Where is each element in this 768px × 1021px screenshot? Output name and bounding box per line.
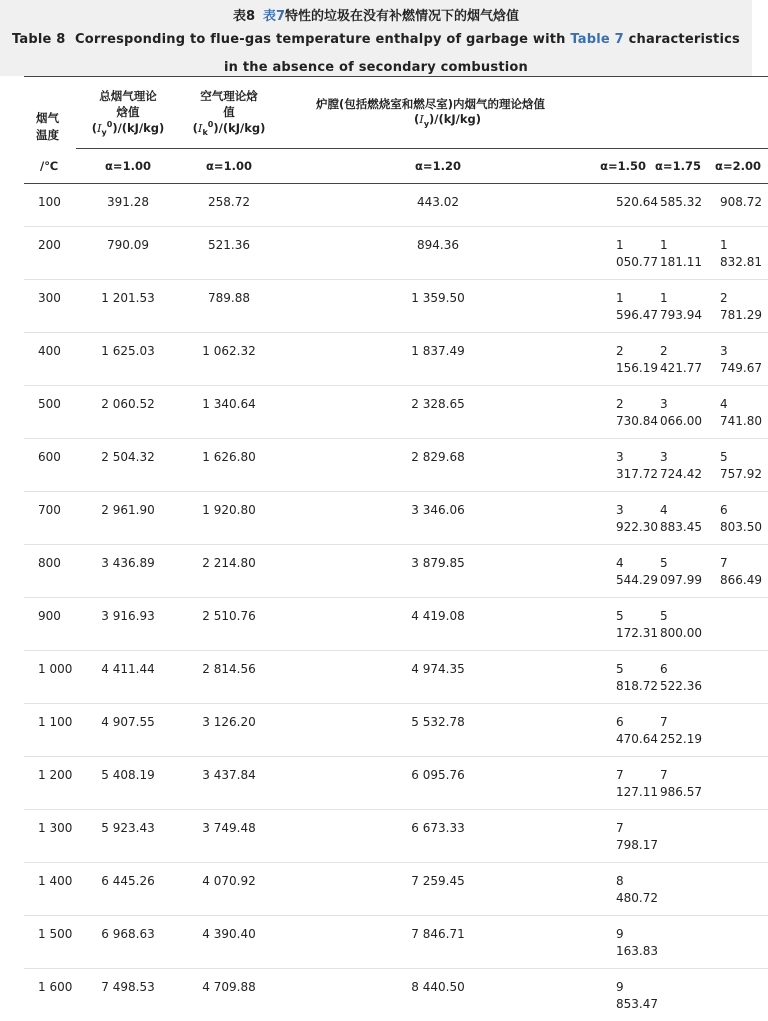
temperature-cell: 100 (24, 184, 76, 227)
table-row (24, 598, 768, 651)
alpha-1-50-cell (598, 863, 648, 916)
caption-en-rest2: in the absence of secondary combustion (224, 60, 528, 75)
total-enthalpy-cell: 391.28 (76, 184, 180, 227)
alpha-1-50-cell (598, 704, 648, 757)
alpha-1-50-cell-part: 853.47 (616, 997, 658, 1011)
temperature-cell: 300 (24, 280, 76, 333)
alpha-2-00-cell-part: 1 (720, 238, 728, 252)
alpha-1-50-cell-part: 3 (616, 450, 624, 464)
alpha-1-20-cell: 7 846.71 (278, 916, 598, 969)
alpha-2-00-cell (708, 386, 768, 439)
alpha-2-00-cell (708, 969, 768, 1021)
total-header-zh2: 焓值 (117, 105, 140, 119)
alpha-2-00-cell-part: 749.67 (720, 361, 762, 375)
air-enthalpy-cell: 1 340.64 (180, 386, 278, 439)
alpha-1-75: α=1.75 (648, 149, 708, 184)
table-row (24, 757, 768, 810)
alpha-2-00-cell (708, 439, 768, 492)
table-row (24, 916, 768, 969)
alpha-1-50-cell-part: 9 (616, 980, 624, 994)
alpha-2-00-cell-part: 3 (720, 344, 728, 358)
table-row (24, 969, 768, 1021)
alpha-1-50-cell-part: 9 (616, 927, 624, 941)
alpha-1-50-cell (598, 227, 648, 280)
caption-zh-prefix: 表8 (233, 9, 255, 24)
temp-header-line2: 温度 (36, 128, 59, 142)
total-enthalpy-cell: 6 445.26 (76, 863, 180, 916)
alpha-1-50-cell-part: 163.83 (616, 944, 658, 958)
total-enthalpy-cell: 4 907.55 (76, 704, 180, 757)
alpha-1-50-cell-part: 6 (616, 715, 624, 729)
alpha-1-50-cell (598, 545, 648, 598)
furnace-unit: )/(kJ/kg) (429, 112, 481, 126)
alpha-1-20-cell: 4 974.35 (278, 651, 598, 704)
alpha-2-00-cell-part: 7 (720, 556, 728, 570)
total-enthalpy-cell: 2 060.52 (76, 386, 180, 439)
alpha-2-00-cell (708, 598, 768, 651)
alpha-2-00-cell (708, 757, 768, 810)
alpha-1-50-cell-part: 3 (616, 503, 624, 517)
furnace-header (278, 77, 768, 149)
alpha-2-00-cell-part: 2 (720, 291, 728, 305)
table-row (24, 184, 768, 227)
temperature-cell: 600 (24, 439, 76, 492)
alpha-row (24, 149, 768, 184)
air-enthalpy-cell: 258.72 (180, 184, 278, 227)
alpha-2-00-cell-part: 6 (720, 503, 728, 517)
furnace-header-zh: 炉膛(包括燃烧室和燃尽室)内烟气的理论焓值 (316, 97, 545, 111)
alpha-1-75-cell-part: 3 (660, 450, 668, 464)
alpha-air: α=1.00 (180, 149, 278, 184)
alpha-1-20-cell: 7 259.45 (278, 863, 598, 916)
alpha-2-00-cell-part: 4 (720, 397, 728, 411)
alpha-1-50-cell (598, 651, 648, 704)
alpha-1-75-cell-part: 097.99 (660, 573, 702, 587)
alpha-1-20-cell: 5 532.78 (278, 704, 598, 757)
table-caption (0, 0, 752, 76)
alpha-1-50-cell-part: 317.72 (616, 467, 658, 481)
alpha-2-00-cell (708, 810, 768, 863)
alpha-1-50-cell-part: 798.17 (616, 838, 658, 852)
air-enthalpy-cell: 3 437.84 (180, 757, 278, 810)
temp-unit-header: /℃ (24, 149, 76, 184)
caption-en-prefix: Table 8 Corresponding to flue-gas temperature enthalpy of garbage with (12, 32, 570, 47)
table-row (24, 863, 768, 916)
total-enthalpy-cell: 2 504.32 (76, 439, 180, 492)
total-enthalpy-cell: 790.09 (76, 227, 180, 280)
total-sup: 0 (107, 120, 113, 129)
alpha-1-50-cell-part: 5 (616, 609, 624, 623)
air-enthalpy-cell: 2 510.76 (180, 598, 278, 651)
total-header-zh1: 总烟气理论 (99, 89, 157, 103)
temperature-cell: 1 400 (24, 863, 76, 916)
alpha-2-00-cell-part: 757.92 (720, 467, 762, 481)
alpha-1-50-cell (598, 757, 648, 810)
table-body (24, 184, 768, 1021)
alpha-1-75-cell-part: 5 (660, 556, 668, 570)
caption-zh (6, 8, 746, 26)
alpha-1-75-cell (648, 386, 708, 439)
air-symbol: I (198, 121, 203, 135)
temperature-cell: 400 (24, 333, 76, 386)
total-flue-gas-header (76, 77, 180, 149)
alpha-1-75-cell-part: 421.77 (660, 361, 702, 375)
air-enthalpy-cell: 2 814.56 (180, 651, 278, 704)
alpha-1-50-cell (598, 492, 648, 545)
furnace-open-paren: ( (414, 112, 419, 126)
alpha-1-50-cell (598, 969, 648, 1021)
table-row (24, 386, 768, 439)
alpha-1-50-cell-part: 050.77 (616, 255, 658, 269)
table7-link-en[interactable]: Table 7 (570, 32, 624, 47)
air-enthalpy-cell: 1 626.80 (180, 439, 278, 492)
alpha-2-00-cell-part: 803.50 (720, 520, 762, 534)
alpha-1-75-cell-part: 2 (660, 344, 668, 358)
alpha-1-20-cell: 6 095.76 (278, 757, 598, 810)
temperature-cell: 800 (24, 545, 76, 598)
alpha-1-50-cell (598, 184, 648, 227)
temperature-cell: 200 (24, 227, 76, 280)
alpha-1-75-cell-part: 066.00 (660, 414, 702, 428)
alpha-1-50-cell (598, 439, 648, 492)
alpha-1-75-cell (648, 439, 708, 492)
header-row (24, 77, 768, 149)
temp-header-line1: 烟气 (36, 111, 59, 125)
alpha-1-50-cell (598, 280, 648, 333)
table-row (24, 704, 768, 757)
air-sup: 0 (208, 120, 214, 129)
alpha-2-00-cell-part: 866.49 (720, 573, 762, 587)
total-enthalpy-cell: 7 498.53 (76, 969, 180, 1021)
total-enthalpy-cell: 3 916.93 (76, 598, 180, 651)
alpha-2-00-cell-part: 908.72 (720, 195, 762, 209)
alpha-1-75-cell (648, 280, 708, 333)
alpha-1-50-cell-part: 596.47 (616, 308, 658, 322)
total-enthalpy-cell: 1 625.03 (76, 333, 180, 386)
alpha-1-75-cell (648, 863, 708, 916)
alpha-1-75-cell (648, 651, 708, 704)
alpha-1-50-cell (598, 598, 648, 651)
alpha-2-00-cell (708, 184, 768, 227)
alpha-1-20-cell: 8 440.50 (278, 969, 598, 1021)
alpha-1-75-cell-part: 1 (660, 238, 668, 252)
total-enthalpy-cell: 2 961.90 (76, 492, 180, 545)
air-enthalpy-cell: 1 920.80 (180, 492, 278, 545)
alpha-2-00-cell (708, 704, 768, 757)
alpha-1-75-cell-part: 7 (660, 715, 668, 729)
total-enthalpy-cell: 5 408.19 (76, 757, 180, 810)
alpha-1-20: α=1.20 (278, 149, 598, 184)
alpha-1-20-cell: 3 879.85 (278, 545, 598, 598)
air-enthalpy-cell: 4 390.40 (180, 916, 278, 969)
alpha-2-00-cell (708, 280, 768, 333)
alpha-1-50-cell-part: 480.72 (616, 891, 658, 905)
total-enthalpy-cell: 4 411.44 (76, 651, 180, 704)
alpha-1-20-cell: 6 673.33 (278, 810, 598, 863)
alpha-1-20-cell: 1 359.50 (278, 280, 598, 333)
alpha-2-00-cell-part: 832.81 (720, 255, 762, 269)
alpha-1-50: α=1.50 (598, 149, 648, 184)
alpha-1-50-cell-part: 730.84 (616, 414, 658, 428)
temperature-cell: 900 (24, 598, 76, 651)
alpha-1-75-cell-part: 181.11 (660, 255, 702, 269)
alpha-2-00-cell (708, 651, 768, 704)
alpha-1-50-cell (598, 333, 648, 386)
alpha-1-75-cell-part: 4 (660, 503, 668, 517)
air-open-paren: ( (193, 121, 198, 135)
alpha-1-75-cell (648, 969, 708, 1021)
alpha-1-50-cell-part: 7 (616, 768, 624, 782)
alpha-total: α=1.00 (76, 149, 180, 184)
alpha-2-00-cell-part: 741.80 (720, 414, 762, 428)
table-row (24, 492, 768, 545)
alpha-1-75-cell (648, 492, 708, 545)
table-row (24, 545, 768, 598)
alpha-1-75-cell (648, 545, 708, 598)
alpha-1-20-cell: 2 328.65 (278, 386, 598, 439)
alpha-2-00-cell-part: 781.29 (720, 308, 762, 322)
air-enthalpy-cell: 4 709.88 (180, 969, 278, 1021)
alpha-1-75-cell (648, 916, 708, 969)
total-enthalpy-cell: 3 436.89 (76, 545, 180, 598)
temperature-header (24, 77, 76, 149)
alpha-1-75-cell (648, 227, 708, 280)
alpha-1-75-cell (648, 810, 708, 863)
air-header (180, 77, 278, 149)
alpha-1-50-cell-part: 156.19 (616, 361, 658, 375)
temperature-cell: 1 000 (24, 651, 76, 704)
alpha-2-00-cell (708, 545, 768, 598)
alpha-1-50-cell-part: 5 (616, 662, 624, 676)
alpha-2-00-cell (708, 333, 768, 386)
alpha-1-75-cell-part: 6 (660, 662, 668, 676)
total-enthalpy-cell: 6 968.63 (76, 916, 180, 969)
caption-en (6, 26, 746, 82)
air-header-zh1: 空气理论焓 (200, 89, 258, 103)
alpha-1-50-cell-part: 470.64 (616, 732, 658, 746)
alpha-1-75-cell-part: 883.45 (660, 520, 702, 534)
total-enthalpy-cell: 1 201.53 (76, 280, 180, 333)
alpha-1-50-cell-part: 2 (616, 397, 624, 411)
alpha-1-50-cell-part: 8 (616, 874, 624, 888)
table-row (24, 439, 768, 492)
alpha-1-20-cell: 1 837.49 (278, 333, 598, 386)
alpha-1-75-cell-part: 5 (660, 609, 668, 623)
alpha-2-00-cell (708, 916, 768, 969)
air-sub: k (202, 128, 207, 137)
air-enthalpy-cell: 1 062.32 (180, 333, 278, 386)
alpha-1-20-cell: 2 829.68 (278, 439, 598, 492)
alpha-1-75-cell-part: 724.42 (660, 467, 702, 481)
alpha-1-50-cell-part: 818.72 (616, 679, 658, 693)
air-enthalpy-cell: 789.88 (180, 280, 278, 333)
alpha-1-50-cell-part: 2 (616, 344, 624, 358)
enthalpy-table (24, 76, 768, 1021)
furnace-sub: y (424, 119, 429, 128)
total-enthalpy-cell: 5 923.43 (76, 810, 180, 863)
alpha-1-20-cell: 443.02 (278, 184, 598, 227)
alpha-1-75-cell (648, 598, 708, 651)
alpha-1-75-cell (648, 704, 708, 757)
table-row (24, 280, 768, 333)
air-enthalpy-cell: 521.36 (180, 227, 278, 280)
alpha-1-75-cell-part: 800.00 (660, 626, 702, 640)
total-symbol: I (97, 121, 102, 135)
temperature-cell: 1 200 (24, 757, 76, 810)
alpha-1-50-cell-part: 520.64 (616, 195, 658, 209)
alpha-1-50-cell-part: 1 (616, 238, 624, 252)
air-enthalpy-cell: 2 214.80 (180, 545, 278, 598)
air-unit: )/(kJ/kg) (213, 121, 265, 135)
alpha-1-75-cell-part: 793.94 (660, 308, 702, 322)
temperature-cell: 700 (24, 492, 76, 545)
alpha-1-50-cell (598, 810, 648, 863)
alpha-1-50-cell-part: 172.31 (616, 626, 658, 640)
table-row (24, 227, 768, 280)
air-enthalpy-cell: 3 749.48 (180, 810, 278, 863)
alpha-2-00-cell (708, 227, 768, 280)
alpha-1-50-cell (598, 386, 648, 439)
alpha-1-50-cell-part: 7 (616, 821, 624, 835)
total-open-paren: ( (92, 121, 97, 135)
total-unit: )/(kJ/kg) (112, 121, 164, 135)
alpha-1-50-cell-part: 1 (616, 291, 624, 305)
temperature-cell: 1 600 (24, 969, 76, 1021)
alpha-1-20-cell: 3 346.06 (278, 492, 598, 545)
table-row (24, 333, 768, 386)
caption-zh-rest: 特性的垃圾在没有补燃情况下的烟气焓值 (285, 9, 519, 24)
alpha-1-75-cell-part: 7 (660, 768, 668, 782)
alpha-1-75-cell-part: 252.19 (660, 732, 702, 746)
alpha-1-75-cell-part: 585.32 (660, 195, 702, 209)
temperature-cell: 500 (24, 386, 76, 439)
alpha-1-75-cell-part: 986.57 (660, 785, 702, 799)
alpha-1-75-cell-part: 522.36 (660, 679, 702, 693)
alpha-1-75-cell (648, 333, 708, 386)
alpha-1-50-cell-part: 922.30 (616, 520, 658, 534)
alpha-2-00-cell-part: 5 (720, 450, 728, 464)
alpha-1-75-cell (648, 757, 708, 810)
air-enthalpy-cell: 3 126.20 (180, 704, 278, 757)
temperature-cell: 1 300 (24, 810, 76, 863)
caption-en-rest1: characteristics (624, 32, 740, 47)
air-header-zh2: 值 (223, 105, 235, 119)
alpha-1-75-cell-part: 1 (660, 291, 668, 305)
alpha-1-20-cell: 894.36 (278, 227, 598, 280)
alpha-1-20-cell: 4 419.08 (278, 598, 598, 651)
table7-link-zh[interactable]: 表7 (263, 9, 285, 24)
temperature-cell: 1 100 (24, 704, 76, 757)
table-row (24, 810, 768, 863)
total-sub: y (102, 128, 107, 137)
alpha-1-50-cell-part: 4 (616, 556, 624, 570)
alpha-2-00-cell (708, 492, 768, 545)
alpha-1-50-cell-part: 127.11 (616, 785, 658, 799)
temperature-cell: 1 500 (24, 916, 76, 969)
air-enthalpy-cell: 4 070.92 (180, 863, 278, 916)
alpha-2-00-cell (708, 863, 768, 916)
alpha-1-50-cell-part: 544.29 (616, 573, 658, 587)
table-row (24, 651, 768, 704)
alpha-2-00: α=2.00 (708, 149, 768, 184)
alpha-1-75-cell-part: 3 (660, 397, 668, 411)
furnace-symbol: I (419, 112, 424, 126)
alpha-1-50-cell (598, 916, 648, 969)
